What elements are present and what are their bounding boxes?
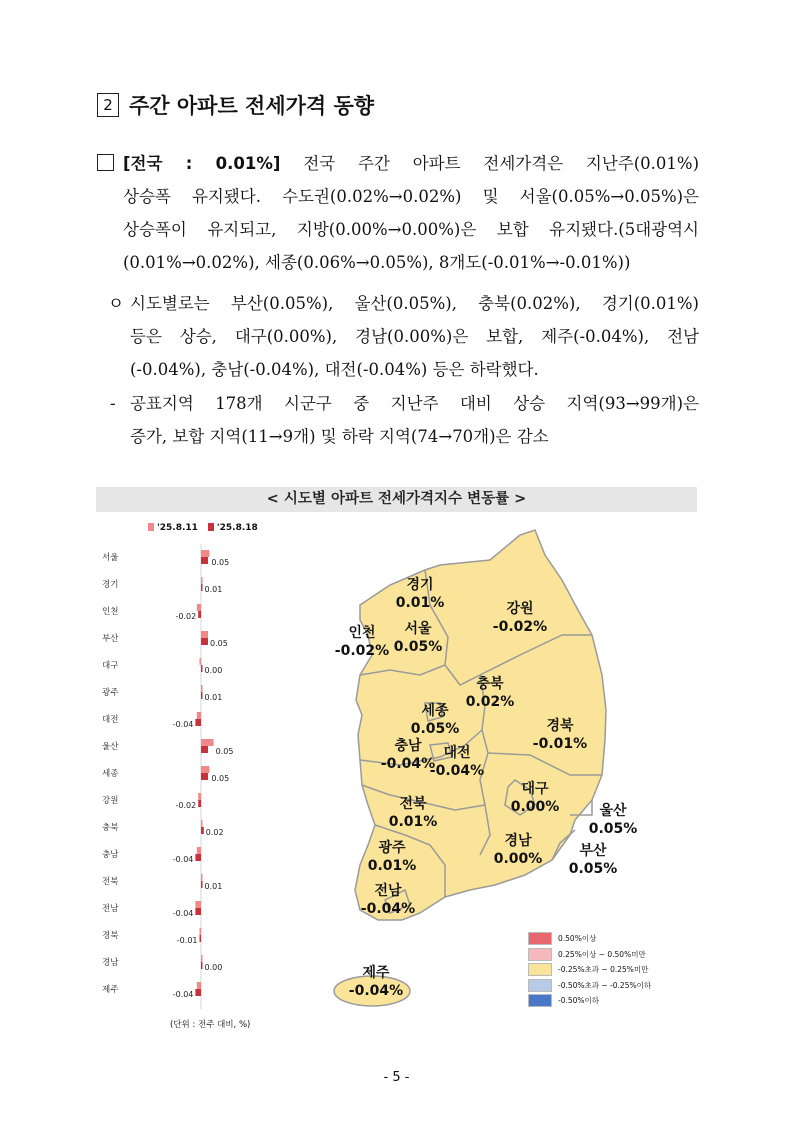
category-label: 세종 [102,769,119,779]
legend-series-2: '25.8.18 [208,523,258,533]
chart-legend [148,523,258,533]
paragraph-national [97,147,699,279]
data-label: 0.02 [205,828,224,837]
map-region-value: 0.05% [410,721,460,737]
map-region-value: -0.02% [334,643,390,659]
map-region-name: 충북 [476,676,504,692]
category-label: 대전 [102,715,119,725]
map-region-value: 0.01% [395,595,445,611]
bar-series-2 [201,665,203,672]
map-region-name: 전남 [374,883,402,899]
bar-series-2 [201,881,203,888]
data-label: -0.04 [172,720,194,729]
para1-line2: 상승폭 유지됐다. 수도권(0.02%→0.02%) 및 서울(0.05%→0.05%)은 [123,187,699,206]
category-label: 강원 [102,796,119,806]
bar-series-2 [201,773,208,780]
category-label: 경남 [102,958,119,968]
para2-line3: (-0.04%), 충남(-0.04%), 대전(-0.04%) 등은 하락했다. [130,360,539,379]
data-label: 0.01 [204,693,223,702]
category-label: 서울 [102,553,119,563]
map-legend-swatch [528,979,552,992]
bar-series-1 [197,604,201,611]
data-label: 0.01 [204,882,223,891]
data-label: -0.04 [172,990,194,999]
bar-series-1 [197,712,201,719]
para1-line1: 전국 주간 아파트 전세가격은 지난주(0.01%) [303,154,700,173]
para2-line1: 시도별로는 부산(0.05%), 울산(0.05%), 충북(0.02%), 경기(0.01%) [130,294,699,313]
data-label: -0.01 [176,936,198,945]
para3-line1: 공표지역 178개 시군구 중 지난주 대비 상승 지역(93→99개)은 [130,394,699,413]
category-label: 인천 [102,607,119,617]
map-region-value: -0.01% [532,736,588,752]
data-label: -0.02 [175,801,197,810]
data-label: 0.00 [204,666,223,675]
map-region-value: -0.04% [429,763,485,779]
bar-series-2 [198,611,201,618]
bar-series-1 [201,874,203,881]
para2-line2: 등은 상승, 대구(0.00%), 경남(0.00%)은 보합, 제주(-0.04%), 전남 [130,327,699,346]
bar-series-1 [197,982,201,989]
bar-series-2 [201,692,203,699]
data-label: -0.04 [172,855,194,864]
bar-series-2 [201,746,208,753]
section-title [97,90,374,120]
legend-swatch-2 [208,523,214,531]
category-label: 충남 [102,850,119,860]
map-region-name: 인천 [348,625,376,641]
dash-bullet: - [110,394,116,413]
map-region-value: 0.01% [367,858,417,874]
map-region-name: 대전 [443,745,471,761]
bar-series-2 [201,827,204,834]
map-region-name: 경북 [546,718,574,734]
map-region-value: 0.01% [388,814,438,830]
category-label: 대구 [102,661,119,671]
map-region-value: -0.04% [348,983,404,999]
category-label: 전북 [102,877,119,887]
data-label: 0.05 [211,558,230,567]
map-region-value: 0.02% [465,694,515,710]
circle-bullet: ㅇ [108,294,124,313]
section-title-text: 주간 아파트 전세가격 동향 [129,94,375,118]
map-legend-swatch [528,963,552,976]
category-label: 제주 [102,985,119,995]
map-legend-item: 0.25%이상 ~ 0.50%미만 [528,947,651,963]
bar-series-2 [195,719,201,726]
bar-series-2 [201,584,203,591]
map-region-name: 강원 [506,601,534,617]
map-legend-item: -0.50%이하 [528,993,651,1009]
map-region-value: -0.02% [492,619,548,635]
map-region-name: 서울 [404,621,432,637]
map-region-value: -0.04% [380,756,436,772]
bar-series-1 [201,766,209,773]
map-region-name: 대구 [521,781,549,797]
category-label: 전남 [102,904,119,914]
category-label: 울산 [102,742,119,752]
bar-series-2 [195,854,201,861]
para3-line2: 증가, 보합 지역(11→9개) 및 하락 지역(74→70개)은 감소 [130,427,549,446]
bar-series-1 [195,901,201,908]
map-region-name: 광주 [378,840,406,856]
map-region-name: 제주 [362,965,390,981]
bar-series-2 [200,935,202,942]
data-label: 0.00 [204,963,223,972]
map-region-name: 경기 [406,577,434,593]
map-legend-item: 0.50%이상 [528,931,651,947]
data-label: 0.05 [211,774,230,783]
data-label: 0.01 [204,585,223,594]
category-label: 경기 [102,580,119,590]
legend-series-1: '25.8.11 [148,523,198,533]
page-number: - 5 - [383,1070,410,1085]
map-region-name: 울산 [599,803,627,819]
category-label: 광주 [102,688,119,698]
bar-series-1 [201,820,203,827]
bar-series-1 [198,793,201,800]
data-label: 0.05 [215,747,234,756]
bar-series-1 [201,577,203,584]
map-region-value: 0.00% [493,851,543,867]
square-bullet-icon [97,147,123,180]
bar-series-2 [201,557,208,564]
data-label: 0.05 [210,639,228,648]
bar-series-2 [201,962,203,969]
map-region-value: 0.05% [393,639,443,655]
figure-title: < 시도별 아파트 전세가격지수 변동률 > [96,487,697,512]
legend-swatch-1 [148,523,154,531]
paragraph-districts [110,387,699,453]
bar-series-1 [201,550,209,557]
map-region-name: 세종 [421,703,449,719]
map-legend-swatch [528,932,552,945]
bar-series-2 [198,800,201,807]
category-label: 부산 [102,634,119,644]
map-legend-item: -0.50%초과 ~ -0.25%이하 [528,978,651,994]
bar-series-1 [201,685,203,692]
bar-series-1 [200,658,202,665]
map-region-name: 부산 [579,843,607,859]
bar-series-2 [195,989,201,996]
bar-series-2 [195,908,201,915]
para1-line4: (0.01%→0.02%), 세종(0.06%→0.05%), 8개도(-0.01%→-0.01%)) [123,253,631,272]
map-region-name: 충남 [394,738,422,754]
map-region-value: 0.05% [588,821,638,837]
bar-series-1 [197,847,201,854]
unit-note: (단위 : 전주 대비, %) [170,1020,251,1030]
category-label: 충북 [102,823,119,833]
paragraph-regional [108,287,699,386]
map-legend-item: -0.25%초과 ~ 0.25%미만 [528,962,651,978]
bar-series-1 [200,928,202,935]
bar-chart [96,540,276,1010]
bar-series-1 [201,631,208,638]
national-rate-label: [전국 : 0.01%] [123,154,281,173]
map-region-name: 경남 [504,833,532,849]
map-region-value: -0.04% [360,901,416,917]
para1-line3: 상승폭이 유지되고, 지방(0.00%→0.00%)은 보합 유지됐다.(5대광역시 [123,220,699,239]
map-region-value: 0.05% [568,861,618,877]
map-region-value: 0.00% [510,799,560,815]
category-label: 경북 [102,931,119,941]
bar-series-1 [201,739,214,746]
map-region-name: 전북 [399,796,427,812]
bar-series-1 [201,955,203,962]
bar-series-2 [201,638,208,645]
map-legend [528,931,651,1009]
map-legend-swatch [528,948,552,961]
data-label: -0.02 [175,612,197,621]
data-label: -0.04 [172,909,194,918]
map-legend-swatch [528,994,552,1007]
section-number-box: 2 [97,93,119,117]
